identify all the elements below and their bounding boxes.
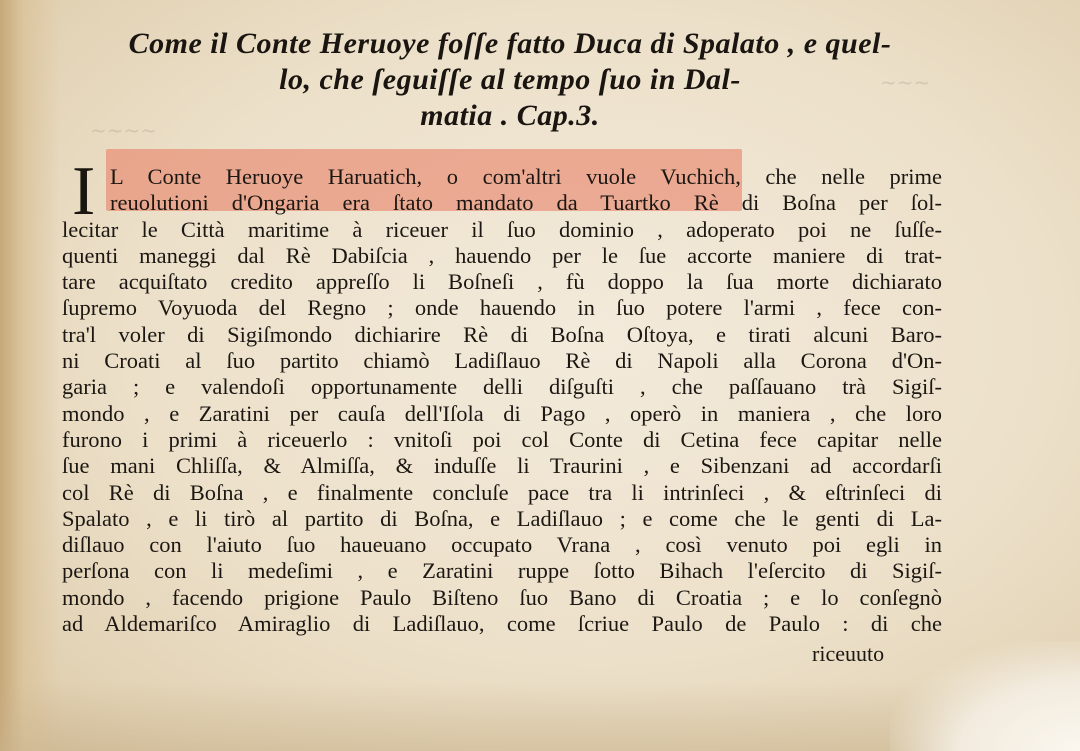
text-line: diſlauo con l'aiuto ſuo haueuano occupato Vrana , così venuto poi egli in — [62, 532, 942, 558]
chapter-title-line: Come il Conte Heruoye foſſe fatto Duca di Spalato , e quel- — [128, 27, 892, 60]
drop-cap: I — [72, 153, 96, 230]
text-line: tare acquiſtato credito appreſſo li Boſneſi , fù doppo la ſua morte dichiarato — [62, 269, 942, 295]
chapter-title-line: lo, che ſeguiſſe al tempo ſuo in Dal- — [279, 63, 741, 96]
text-line: furono i primi à riceuerlo : vnitoſi poi col Conte di Cetina fece capitar nelle — [62, 426, 942, 452]
chapter-title — [60, 26, 960, 134]
catchword: riceuuto — [812, 641, 885, 666]
show-through-mark: ~~~~ — [90, 118, 158, 142]
text-line: ni Croati al ſuo partito chiamò Ladiſlauo Rè di Napoli alla Corona d'On- — [62, 348, 942, 374]
text-line: Spalato , e li tirò al partito di Boſna, e Ladiſlauo ; e come che le genti di La- — [62, 505, 942, 531]
show-through-mark: ~~~ — [880, 70, 931, 94]
body-paragraph — [62, 153, 942, 637]
text-line: ad Aldemariſco Amiraglio di Ladiſlauo, come ſcriue Paulo de Paulo : di che — [62, 611, 942, 637]
text-line: garia ; e valendoſi opportunamente delli diſguſti , che paſſauano trà Sigiſ- — [62, 374, 942, 400]
page-corner-curl — [890, 641, 1080, 751]
text-line: perſona con li medeſimi , e Zaratini ruppe ſotto Bihach l'eſercito di Sigiſ- — [62, 558, 942, 584]
text-line: quenti maneggi dal Rè Dabiſcia , hauendo per le ſue accorte maniere di trat- — [62, 242, 942, 268]
page-gutter-shadow — [0, 0, 60, 751]
text-line: col Rè di Boſna , e finalmente concluſe pace tra li intrinſeci , & eſtrinſeci di — [62, 479, 942, 505]
text-line: mondo , facendo prigione Paulo Biſteno ſuo Bano di Croatia ; e lo conſegnò — [62, 584, 942, 610]
text-line: tra'l voler di Sigiſmondo dichiarire Rè di Boſna Oſtoya, e tirati alcuni Baro- — [62, 321, 942, 347]
text-line: lecitar le Città maritime à riceuer il ſuo dominio , adoperato poi ne ſuſſe- — [62, 216, 942, 242]
text-line: L Conte Heruoye Haruatich, o com'altri vuole Vuchich, che nelle prime — [110, 164, 942, 189]
chapter-title-line: matia . Cap.3. — [420, 99, 600, 132]
text-line: ſupremo Voyuoda del Regno ; onde hauendo in ſuo potere l'armi , fece con- — [62, 295, 942, 321]
text-line: ſue mani Chliſſa, & Almiſſa, & induſſe li Traurini , e Sibenzani ad accordarſi — [62, 453, 942, 479]
text-line: reuolutioni d'Ongaria era ſtato mandato da Tuartko Rè di Boſna per ſol- — [110, 190, 942, 216]
text-line: mondo , e Zaratini per cauſa dell'Iſola di Pago , operò in maniera , che loro — [62, 400, 942, 426]
